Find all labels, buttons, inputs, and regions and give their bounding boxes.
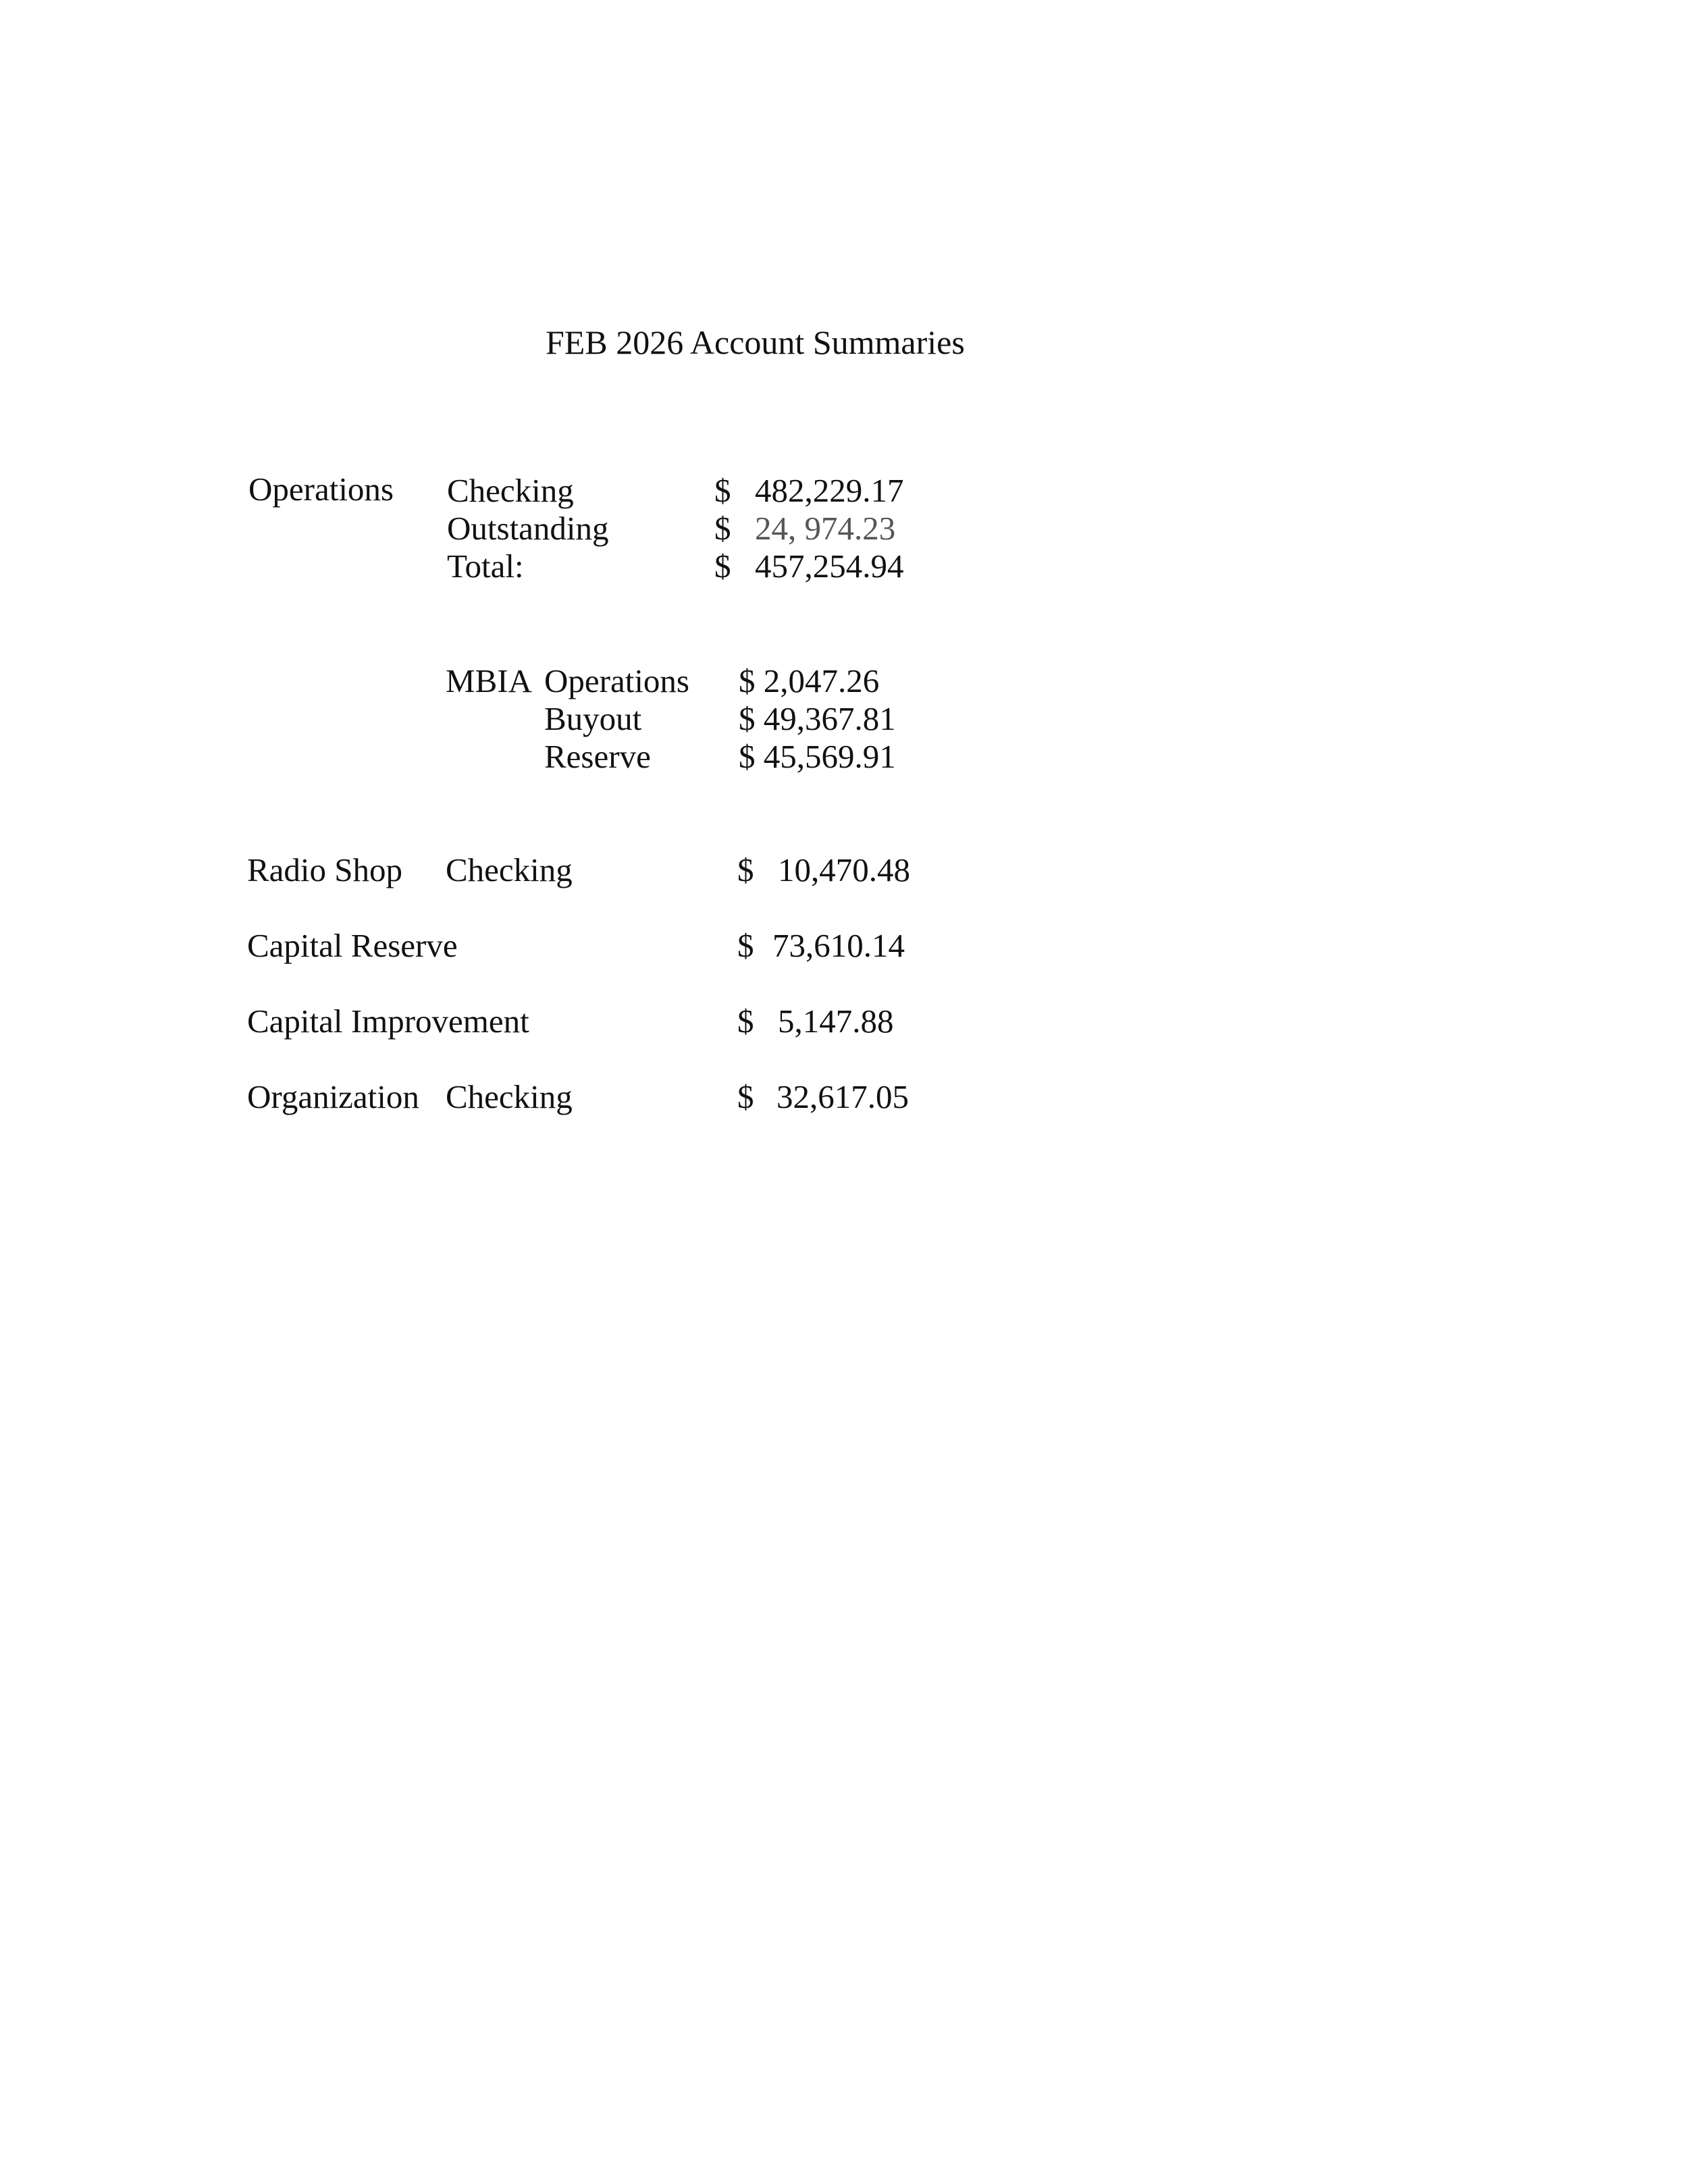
- operations-outstanding-currency: $: [714, 510, 731, 547]
- operations-checking-amount: 482,229.17: [755, 472, 904, 509]
- operations-checking-currency: $: [714, 472, 731, 509]
- radio-shop-currency: $: [737, 851, 754, 888]
- operations-total-amount: 457,254.94: [755, 548, 904, 585]
- mbia-reserve-amount: $ 45,569.91: [739, 738, 896, 775]
- operations-total-label: Total:: [447, 548, 524, 585]
- operations-outstanding-label: Outstanding: [447, 510, 609, 547]
- mbia-operations-label: Operations: [544, 662, 689, 699]
- organization-label: Organization: [247, 1078, 419, 1115]
- mbia-reserve-label: Reserve: [544, 738, 651, 775]
- capital-reserve-currency: $: [737, 927, 754, 964]
- capital-improvement-label: Capital Improvement: [247, 1003, 529, 1040]
- operations-total-currency: $: [714, 548, 731, 585]
- organization-amount: 32,617.05: [776, 1078, 909, 1115]
- mbia-label: MBIA: [446, 662, 532, 699]
- operations-checking-label: Checking: [447, 472, 574, 509]
- mbia-buyout-label: Buyout: [544, 700, 642, 737]
- page-title: FEB 2026 Account Summaries: [546, 323, 965, 361]
- capital-reserve-label: Capital Reserve: [247, 927, 458, 964]
- mbia-operations-amount: $ 2,047.26: [739, 662, 880, 699]
- organization-sub-label: Checking: [446, 1078, 573, 1115]
- operations-label: Operations: [248, 471, 394, 508]
- organization-currency: $: [737, 1078, 754, 1115]
- capital-reserve-amount: 73,610.14: [772, 927, 905, 964]
- mbia-buyout-amount: $ 49,367.81: [739, 700, 896, 737]
- operations-outstanding-amount: 24, 974.23: [755, 510, 896, 547]
- capital-improvement-amount: 5,147.88: [778, 1003, 894, 1040]
- radio-shop-amount: 10,470.48: [778, 851, 910, 888]
- radio-shop-sub-label: Checking: [446, 851, 573, 888]
- radio-shop-label: Radio Shop: [247, 851, 403, 888]
- capital-improvement-currency: $: [737, 1003, 754, 1040]
